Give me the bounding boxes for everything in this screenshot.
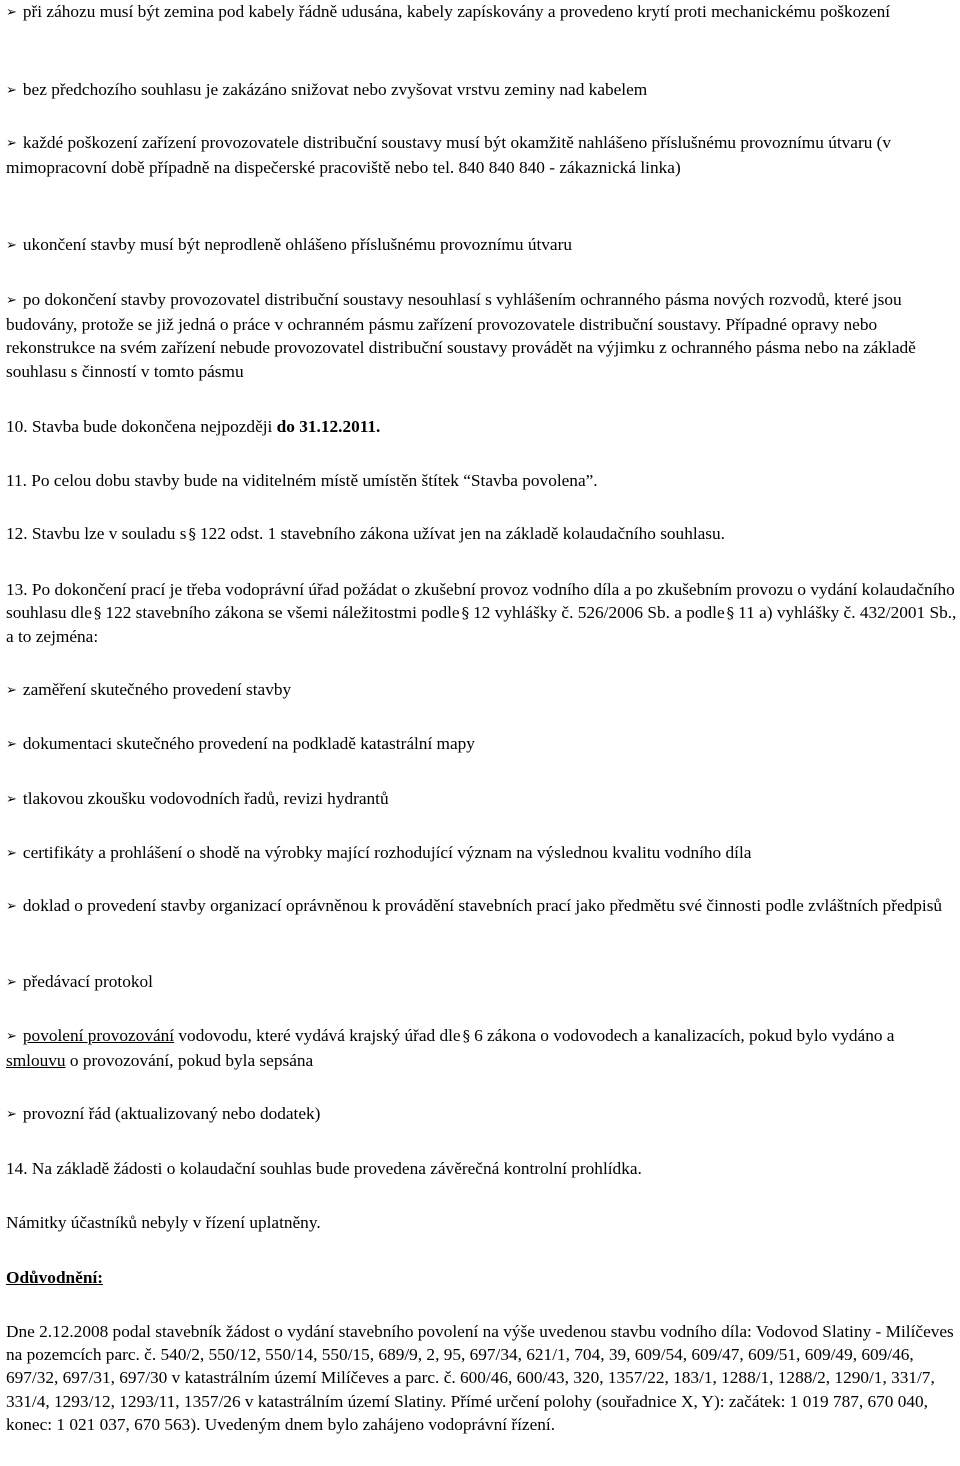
arrow-bullet-icon: ➢ — [6, 136, 17, 151]
paragraph-10: 10. Stavba bude dokončena nejpozději do 31.12.2011. — [6, 417, 381, 436]
list-item: ➢ zaměření skutečného provedení stavby — [6, 680, 292, 699]
arrow-bullet-icon: ➢ — [6, 899, 17, 914]
paragraph-11: 11. Po celou dobu stavby bude na viditelném místě umístěn štítek “Stavba povolena”. — [6, 471, 598, 490]
section-sign-icon: § — [188, 525, 196, 543]
list-item — [6, 78, 958, 103]
arrow-bullet-icon: ➢ — [6, 975, 17, 990]
arrow-bullet-icon: ➢ — [6, 683, 17, 698]
list-item — [6, 233, 958, 258]
list-item: ➢ předávací protokol — [6, 972, 153, 991]
list-item-text: bez předchozího souhlasu je zakázáno snižovat nebo zvyšovat vrstvu zeminy nad kabelem — [22, 80, 648, 99]
reasoning-paragraph: Dne 2.12.2008 podal stavebník žádost o vydání stavebního povolení na výše uvedenou stavbu vodního díla: Vodovod Slatiny - Milíčeves na pozemcích parc. č. 540/2, 550/12, 550/14, 550/15, 689/9, 2, 95, 697/34, 621/1, 704, 39, 609/54, 609/47, 609/51, 609/49, 609/46, 697/32, 697/31, 697/30 v katastrálním území Milíčeves a parc. č. 600/46, 600/43, 320, 1357/22, 183/1, 1288/1, 1288/2, 1290/1, 331/7, 331/4, 1293/12, 1293/11, 1357/26 v katastrálním území Slatiny. Přímé určení polohy (souřadnice X, Y): začátek: 1 019 787, 670 040, konec: 1 021 037, 670 563). Uvedeným dnem bylo zahájeno vodoprávní řízení. — [6, 1322, 954, 1434]
list-item-text: po dokončení stavby provozovatel distribuční soustavy nesouhlasí s vyhlášením ochranného pásma nových rozvodů, které jsou budovány, protože se již jedná o práce v ochranném pásmu zařízení provozovatele distribuční soustavy. Případné opravy nebo rekonstrukce na svém zařízení nebude provozovatel distribuční soustavy provádět na výjimku z ochranného pásma nebo na základě souhlasu s činností v tomto pásmu — [6, 290, 916, 381]
list-item: ➢ provozní řád (aktualizovaný nebo dodatek) — [6, 1104, 321, 1123]
reasoning-heading: Odůvodnění: — [6, 1268, 104, 1287]
arrow-bullet-icon: ➢ — [6, 846, 17, 861]
section-sign-icon: § — [726, 604, 735, 623]
arrow-bullet-icon: ➢ — [6, 238, 17, 253]
list-item — [6, 288, 958, 383]
arrow-bullet-icon: ➢ — [6, 5, 17, 20]
list-item-text: při záhozu musí být zemina pod kabely řádně udusána, kabely zapískovány a provedeno krytí proti mechanickému poškození — [22, 2, 891, 21]
objections-paragraph: Námitky účastníků nebyly v řízení uplatněny. — [6, 1213, 321, 1232]
arrow-bullet-icon: ➢ — [6, 1029, 17, 1044]
section-sign-icon: § — [462, 1027, 471, 1045]
list-item-text: ukončení stavby musí být neprodleně ohlášeno příslušnému provoznímu útvaru — [22, 235, 572, 254]
section-sign-icon: § — [461, 604, 470, 623]
arrow-bullet-icon: ➢ — [6, 83, 17, 98]
paragraph-13: 13. Po dokončení prací je třeba vodoprávní úřad požádat o zkušební provoz vodního díla a po zkušebním provozu o vydání kolaudačního souhlasu dle § 122 stavebního zákona se všemi náležitostmi podle § 12 vyhlášky č. 526/2006 Sb. a podle § 11 a) vyhlášky č. 432/2001 Sb., a to zejména: — [6, 580, 957, 647]
list-item — [6, 0, 958, 25]
arrow-bullet-icon: ➢ — [6, 293, 17, 308]
permit-term: povolení provozování — [22, 1026, 175, 1045]
list-item — [6, 131, 958, 179]
arrow-bullet-icon: ➢ — [6, 737, 17, 752]
paragraph-14: 14. Na základě žádosti o kolaudační souhlas bude provedena závěrečná kontrolní prohlídka. — [6, 1159, 642, 1178]
list-item: ➢ tlakovou zkoušku vodovodních řadů, revizi hydrantů — [6, 789, 389, 808]
contract-term: smlouvu — [6, 1051, 66, 1071]
list-item: ➢ povolení provozování vodovodu, které vydává krajský úřad dle § 6 zákona o vodovodech a kanalizacích, pokud bylo vydáno a smlouvu o provozování, pokud byla sepsána — [6, 1026, 895, 1071]
list-item: ➢ doklad o provedení stavby organizací oprávněnou k provádění stavebních prací jako předmětu své činnosti podle zvláštních předpisů — [6, 896, 943, 915]
list-item: ➢ certifikáty a prohlášení o shodě na výrobky mající rozhodující význam na výslednou kvalitu vodního díla — [6, 843, 752, 862]
list-item-text: každé poškození zařízení provozovatele distribuční soustavy musí být okamžitě nahlášeno příslušnému provoznímu útvaru (v mimopracovní době případně na dispečerské pracoviště nebo tel. 840 840 840 - zákaznická linka) — [6, 133, 892, 178]
section-sign-icon: § — [93, 604, 102, 623]
paragraph-12: 12. Stavbu lze v souladu s § 122 odst. 1 stavebního zákona užívat jen na základě kolaudačního souhlasu. — [6, 524, 725, 543]
deadline-date: do 31.12.2011. — [276, 417, 381, 436]
list-item: ➢ dokumentaci skutečného provedení na podkladě katastrální mapy — [6, 734, 475, 753]
arrow-bullet-icon: ➢ — [6, 1107, 17, 1122]
arrow-bullet-icon: ➢ — [6, 792, 17, 807]
